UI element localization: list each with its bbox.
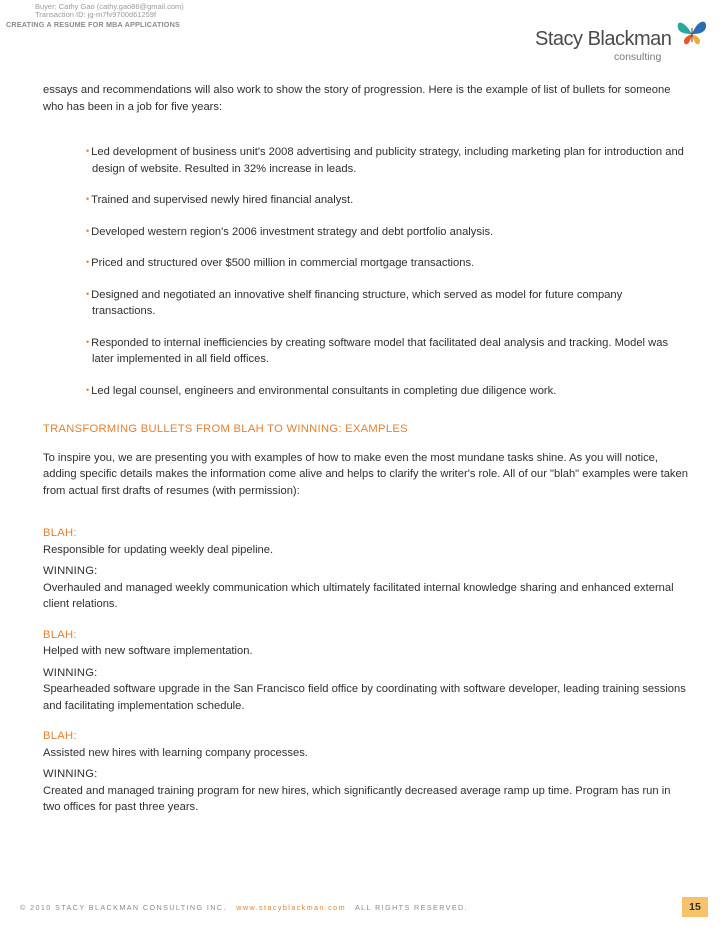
website-link[interactable]: www.stacyblackman.com xyxy=(236,903,346,912)
blah-label: BLAH: xyxy=(43,527,77,539)
bullet-dot-icon: • xyxy=(86,288,90,299)
logo-name: Stacy Blackman xyxy=(535,28,672,50)
section-intro: To inspire you, we are presenting you with examples of how to make even the most mundane tasks shine. As you will notice, adding specific details makes the information come alive and helps to clarify the writer's role. All of our "blah" examples were taken from actual first drafts of resumes (with permission): xyxy=(43,451,688,497)
blah-text: Assisted new hires with learning company processes. xyxy=(43,746,308,759)
winning-label: WINNING: xyxy=(43,565,98,577)
logo-subtitle: consulting xyxy=(614,51,662,63)
list-item: • Responded to internal inefficiencies by creating software model that facilitated deal analysis and tracking. Model was later implemented in all field offices. xyxy=(86,336,669,365)
winning-text: Overhauled and managed weekly communication which ultimately facilitated internal knowledge sharing and enhanced external client relations. xyxy=(43,581,674,610)
blah-text: Helped with new software implementation. xyxy=(43,645,253,657)
bullet-dot-icon: • xyxy=(86,146,90,156)
winning-text: Spearheaded software upgrade in the San Francisco field office by coordinating with software developer, leading training sessions and facilitating implementation schedule. xyxy=(43,683,686,712)
buyer-watermark xyxy=(35,3,184,19)
list-item: • Led legal counsel, engineers and environmental consultants in completing due diligence work. xyxy=(86,384,557,397)
bullet-dot-icon: • xyxy=(86,194,90,204)
list-item: • Developed western region's 2006 investment strategy and debt portfolio analysis. xyxy=(86,225,494,238)
list-item: • Priced and structured over $500 million in commercial mortgage transactions. xyxy=(86,257,475,269)
winning-text: Created and managed training program for new hires, which significantly decreased average ramp up time. Program has run in two offices for past three years. xyxy=(43,784,671,813)
intro-paragraph: essays and recommendations will also work to show the story of progression. Here is the example of list of bullets for someone who has been in a job for five years: xyxy=(43,84,671,113)
butterfly-logo-icon xyxy=(675,18,709,48)
bullet-dot-icon: • xyxy=(86,225,90,236)
winning-label: WINNING: xyxy=(43,666,98,679)
section-title: TRANSFORMING BULLETS FROM BLAH TO WINNING: EXAMPLES xyxy=(43,423,408,435)
bullet-list xyxy=(43,143,688,399)
footer xyxy=(20,903,468,912)
example-block xyxy=(43,728,688,816)
page-number-badge: 15 xyxy=(682,897,708,917)
company-logo xyxy=(535,18,715,64)
buyer-line: Buyer: Cathy Gao (cathy.gao86@gmail.com) xyxy=(35,2,184,11)
bullet-dot-icon: • xyxy=(86,257,90,267)
page-content xyxy=(43,82,688,816)
transaction-line: Transaction ID: jg-m7fv9700d61259f xyxy=(35,10,157,19)
example-block xyxy=(43,627,688,715)
rights-text: ALL RIGHTS RESERVED. xyxy=(354,903,469,912)
blah-label: BLAH: xyxy=(43,730,77,742)
copyright-text: © 2010 STACY BLACKMAN CONSULTING INC. xyxy=(20,903,227,912)
winning-label: WINNING: xyxy=(43,768,98,780)
bullet-dot-icon: • xyxy=(86,336,90,347)
list-item: • Trained and supervised newly hired financial analyst. xyxy=(86,194,354,206)
bullet-dot-icon: • xyxy=(86,384,90,395)
blah-label: BLAH: xyxy=(43,628,77,641)
blah-text: Responsible for updating weekly deal pipeline. xyxy=(43,543,274,556)
example-block xyxy=(43,525,688,613)
list-item: • Designed and negotiated an innovative shelf financing structure, which served as model for future company transactions. xyxy=(86,288,623,317)
list-item: • Led development of business unit's 2008 advertising and publicity strategy, including marketing plan for introduction and design of website. Resulted in 32% increase in leads. xyxy=(86,146,684,175)
section-header: CREATING A RESUME FOR MBA APPLICATIONS xyxy=(6,20,180,29)
